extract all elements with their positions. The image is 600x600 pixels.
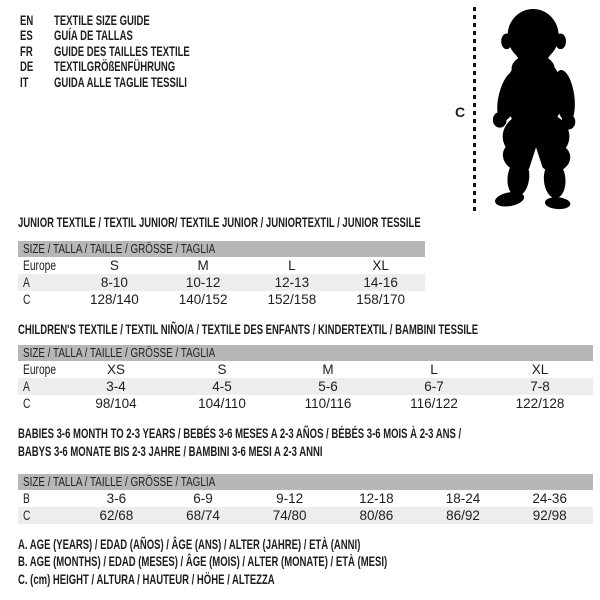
row-label: C xyxy=(23,508,31,523)
note-line-a: A. AGE (YEARS) / EDAD (AÑOS) / ÂGE (ANS) / ALTER (JAHRE) / ETÀ (ANNI) xyxy=(18,536,361,552)
row-label: A xyxy=(23,275,30,290)
table-cell: 62/68 xyxy=(99,508,134,523)
language-code: IT xyxy=(20,73,29,90)
note-line-b: B. AGE (MONTHS) / EDAD (MESES) / ÂGE (MOIS) / ALTER (MONATE) / ETÀ (MESI) xyxy=(18,553,388,570)
table-cell: 92/98 xyxy=(532,508,567,523)
language-row xyxy=(20,59,254,74)
language-code: FR xyxy=(20,42,33,59)
table-cell: 158/170 xyxy=(356,292,406,307)
table-cell: 68/74 xyxy=(186,508,220,523)
row-label: B xyxy=(23,491,30,506)
language-label: GUIDA ALLE TAGLIE TESSILI xyxy=(54,73,187,90)
table-row xyxy=(18,490,593,507)
size-table-header-bar: SIZE / TALLA / TAILLE / GRÖSSE / TAGLIA xyxy=(18,241,425,257)
language-label: TEXTILGRÖßENFÜHRUNG xyxy=(54,58,176,75)
table-cell: 140/152 xyxy=(178,292,228,307)
size-table-header-bar: SIZE / TALLA / TAILLE / GRÖSSE / TAGLIA xyxy=(18,474,593,490)
table-row xyxy=(18,291,425,308)
language-header xyxy=(20,13,254,90)
table-cell: 24-36 xyxy=(532,491,567,506)
table-cell: 3-6 xyxy=(106,491,127,506)
language-label: GUÍA DE TALLAS xyxy=(54,27,133,44)
table-cell: 80/86 xyxy=(359,508,394,523)
table-row xyxy=(18,507,593,524)
section-title-babies: BABIES 3-6 MONTH TO 2-3 YEARS / BEBÉS 3-6 MESES A 2-3 AÑOS / BÉBÉS 3-6 MOIS À 2-3 ANS / BABYS 3-6 MONATE BIS 2-3 JAHRE / BAMBINI 3-6 MESI A 2-3 ANNI xyxy=(18,425,462,459)
table-cell: 12-13 xyxy=(274,275,310,290)
row-label: Europe xyxy=(23,258,57,273)
table-cell: XS xyxy=(106,362,125,377)
language-code: ES xyxy=(20,27,33,44)
table-cell: 110/116 xyxy=(304,396,352,411)
table-cell: 5-6 xyxy=(318,379,338,394)
table-cell: 86/92 xyxy=(446,508,480,523)
table-cell: 10-12 xyxy=(185,275,221,290)
table-cell: 9-12 xyxy=(276,491,304,506)
table-cell: 6-9 xyxy=(193,491,213,506)
table-cell: L xyxy=(288,258,296,273)
table-cell: XL xyxy=(372,258,389,273)
row-label: C xyxy=(23,292,31,307)
language-row xyxy=(20,44,254,59)
table-cell: 14-16 xyxy=(363,275,398,290)
language-code: DE xyxy=(20,58,34,75)
language-row xyxy=(20,13,254,28)
language-row xyxy=(20,75,254,90)
size-table-header-bar: SIZE / TALLA / TAILLE / GRÖSSE / TAGLIA xyxy=(18,345,593,361)
table-cell: 152/158 xyxy=(267,292,317,307)
table-row xyxy=(18,257,425,274)
table-cell: 6-7 xyxy=(424,379,444,394)
table-cell: 98/104 xyxy=(95,396,137,411)
table-cell: XL xyxy=(531,362,549,377)
table-cell: 8-10 xyxy=(100,275,128,290)
language-row xyxy=(20,28,254,43)
table-cell: 116/122 xyxy=(410,396,458,411)
table-cell: 128/140 xyxy=(89,292,139,307)
table-cell: 74/80 xyxy=(272,508,307,523)
section-title-junior: JUNIOR TEXTILE / TEXTIL JUNIOR/ TEXTILE JUNIOR / JUNIORTEXTIL / JUNIOR TESSILE xyxy=(18,214,421,230)
size-table-junior xyxy=(18,241,425,308)
table-cell: 4-5 xyxy=(212,379,232,394)
language-label: TEXTILE SIZE GUIDE xyxy=(54,12,150,28)
table-row xyxy=(18,274,425,291)
note-line-c: C. (cm) HEIGHT / ALTURA / HAUTEUR / HÖHE / ALTEZZA xyxy=(18,570,275,587)
section-title-children: CHILDREN'S TEXTILE / TEXTIL NIÑO/A / TEXTILE DES ENFANTS / KINDERTEXTIL / BAMBINI TESSILE xyxy=(18,321,479,337)
toddler-silhouette xyxy=(478,6,598,212)
row-label: C xyxy=(23,396,31,411)
table-row xyxy=(18,361,593,378)
height-dashed-line xyxy=(473,7,476,214)
row-label: A xyxy=(23,379,30,394)
row-label: Europe xyxy=(23,362,57,377)
legend-notes xyxy=(18,536,561,588)
height-label-c: C xyxy=(455,104,466,120)
table-cell: S xyxy=(217,362,227,377)
table-row xyxy=(18,395,593,412)
table-cell: 18-24 xyxy=(445,491,481,506)
table-cell: 7-8 xyxy=(530,379,550,394)
language-label: GUIDE DES TAILLES TEXTILE xyxy=(54,42,190,59)
table-cell: 122/128 xyxy=(515,396,565,411)
table-cell: M xyxy=(197,258,209,273)
table-cell: 104/110 xyxy=(198,396,246,411)
language-code: EN xyxy=(20,12,34,28)
size-table-children xyxy=(18,345,593,412)
table-row xyxy=(18,378,593,395)
table-cell: 3-4 xyxy=(106,379,126,394)
table-cell: M xyxy=(322,362,334,377)
size-table-babies xyxy=(18,474,593,524)
table-cell: L xyxy=(430,362,438,377)
table-cell: S xyxy=(109,258,119,273)
table-cell: 12-18 xyxy=(359,491,394,506)
